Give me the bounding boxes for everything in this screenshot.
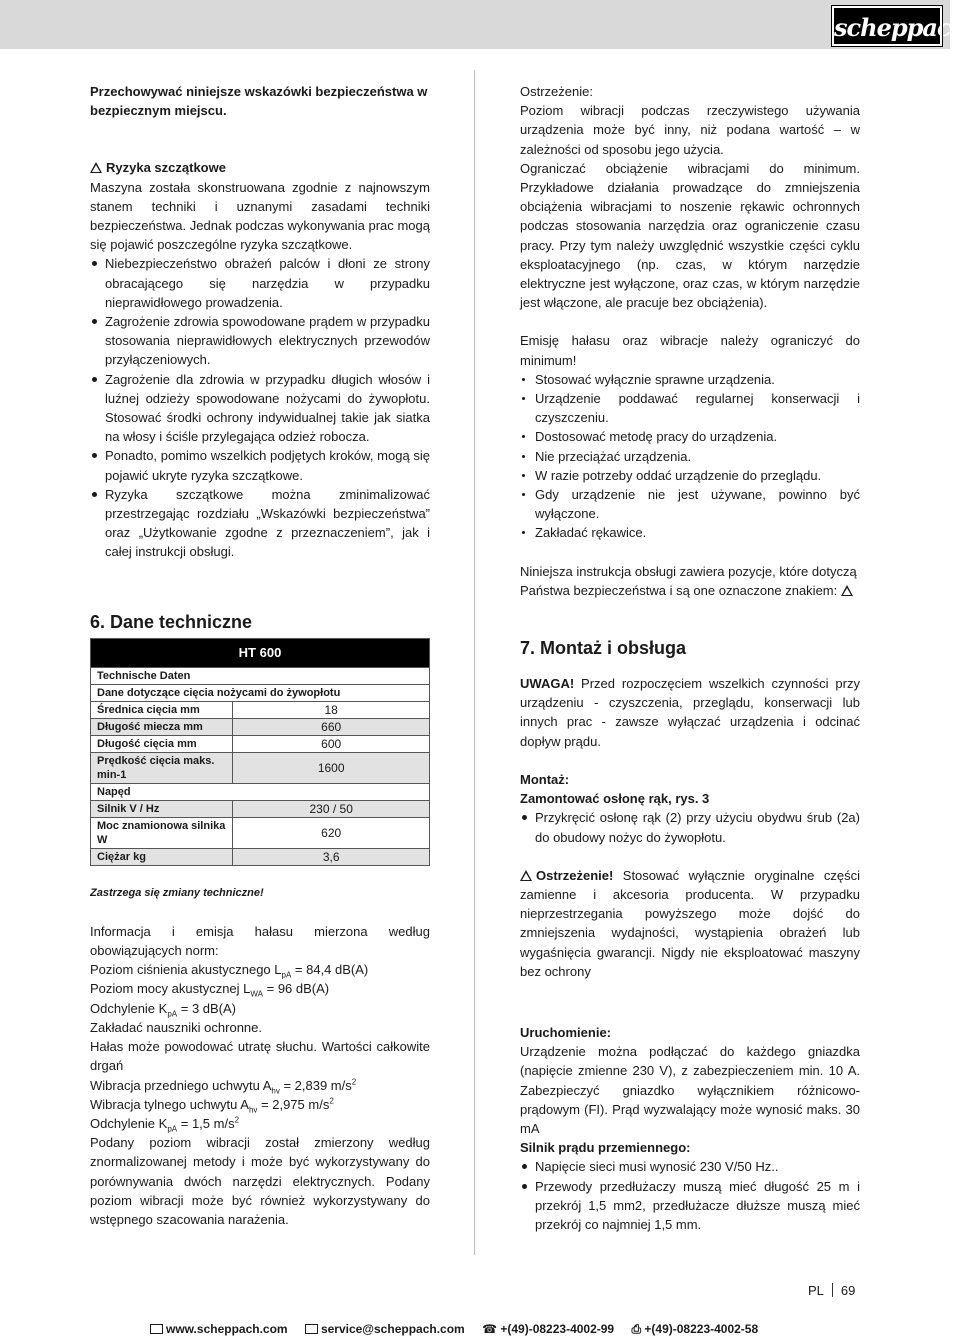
assembly-label: Montaż:: [520, 771, 570, 787]
table-row: Prędkość cięcia maks. min-1 1600: [91, 752, 430, 783]
table-header: Dane dotyczące cięcia nożycami do żywopłotu: [91, 684, 430, 701]
table-row: Silnik V / Hz 230 / 50: [91, 800, 430, 817]
table-row: Długość cięcia mm 600: [91, 735, 430, 752]
safety-marks-note: Niniejsza instrukcja obsługi zawiera pozycje, które dotyczą Państwa bezpieczeństwa i są one oznaczone znakiem:: [520, 563, 857, 598]
list-item: Gdy urządzenie nie jest używane, powinno być wyłączone.: [520, 485, 860, 523]
list-item: Zagrożenie zdrowia spowodowane prądem w przypadku stosowania nieprawidłowych elektrycznych przewodów przyłączeniowych.: [90, 312, 430, 370]
list-item: Ryzyka szczątkowe można zminimalizować przestrzegając rozdziału „Wskazówki bezpieczeństwa” oraz „Użytkowanie zgodne z przeznaczeniem”, jak i całej instrukcji obsługi.: [90, 485, 430, 562]
caution-paragraph: Ostrzeżenie! Stosować wyłącznie oryginalne części zamienne i akcesoria producenta. W przypadku nieprzestrzegania powyższego może dojść do zmniejszenia wydajności, wystąpienia obrażeń lub wygaśnięcia gwarancji. Nigdy nie eksploatować maszyny bez ochrony: [520, 867, 860, 979]
table-header: Napęd: [91, 783, 430, 800]
handguard-list: [520, 808, 860, 846]
table-header: Technische Daten: [91, 667, 430, 684]
residual-risks-heading: Ryzyka szczątkowe: [90, 158, 430, 177]
right-column: [520, 82, 860, 1234]
list-item: Przykręcić osłonę rąk (2) przy użyciu obydwu śrub (2a) do obudowy nożyc do żywopłotu.: [520, 808, 860, 846]
storage-note: Przechowywać niniejsze wskazówki bezpieczeństwa w bezpiecznym miejscu.: [90, 84, 428, 119]
list-item: Nie przeciążać urządzenia.: [520, 447, 860, 466]
warning-label: Ostrzeżenie:: [520, 84, 593, 99]
vibration-line: Odchylenie $K_{pA} = 1,5$ $m/s^2$: [90, 1115, 240, 1134]
ac-motor-label: Silnik prądu przemiennego:: [520, 1140, 691, 1156]
list-item: Stosować wyłącznie sprawne urządzenia.: [520, 370, 860, 389]
page-number: PL 69: [808, 1283, 856, 1298]
footer-email[interactable]: service@scheppach.com: [305, 1322, 465, 1336]
noise-intro: Informacja i emisja hałasu mierzona według obowiązujących norm:: [90, 923, 430, 959]
hearing-note: Hałas może powodować utratę słuchu. Wartości całkowite drgań: [90, 1039, 430, 1074]
noise-line: Odchylenie $K_{pA} = 3$ dB(A): [90, 1000, 237, 1019]
list-item: W razie potrzeby oddać urządzenie do przeglądu.: [520, 466, 860, 485]
vibration-line: Wibracja przedniego uchwytu $A_{hv} = 2,839$ $m/s^2$: [90, 1077, 357, 1096]
top-bar: [0, 0, 950, 49]
table-row: Średnica cięcia mm 18: [91, 701, 430, 718]
warning-text: Poziom wibracji podczas rzeczywistego używania urządzenia może być inny, niż podana wartość – w zależności od sposobu jego użycia.: [520, 103, 860, 157]
warning-triangle-icon: [90, 162, 102, 173]
table-row: Ciężar kg 3,6: [91, 848, 430, 865]
vibration-line: Wibracja tylnego uchwytu $A_{hv} = 2,975$ $m/s^2$: [90, 1096, 334, 1115]
ear-protection-note: Zakładać nauszniki ochronne.: [90, 1019, 262, 1035]
table-row: Długość miecza mm 660: [91, 718, 430, 735]
ac-motor-list: [520, 1157, 860, 1234]
warning-triangle-icon: [520, 870, 532, 881]
list-item: Niebezpieczeństwo obrażeń palców i dłoni ze strony obracającego się narzędzia w przypadku nieprawidłowego prowadzenia.: [90, 254, 430, 312]
residual-risks-intro: Maszyna została skonstruowana zgodnie z najnowszym stanem techniki i uznanymi zasadami techniki bezpieczeństwa. Jednak podczas wykonywania prac mogą się pojawić poszczególne ryzyka szczątkowe.: [90, 179, 430, 253]
section-6-title: 6. Dane techniczne: [90, 611, 253, 632]
startup-text: Urządzenie można podłączać do każdego gniazdka (napięcie zmienne 230 V), z zabezpieczeniem min. 10 A. Zabezpieczyć gniazdko wyłącznikiem różnicowo-prądowym (FI). Prąd wyzwalający może wynosić maks. 30 mA: [520, 1044, 860, 1136]
phone-icon: ☎: [482, 1322, 498, 1336]
list-item: Zagrożenie dla zdrowia w przypadku długich włosów i luźnej odzieży spowodowane nożycami do żywopłotu. Stosować środki ochrony indywidualnej takie jak siatka na włosy i ściśle przylegająca odzież robocza.: [90, 370, 430, 447]
attention-paragraph: UWAGA! Przed rozpoczęciem wszelkich czynności przy urządzeniu - czyszczenia, przeglądu, konserwacji lub innych prac - zawsze wyłączać urządzenia i odcinać dopływ prądu.: [520, 676, 860, 749]
envelope-icon: [305, 1324, 318, 1334]
footer-contacts: [150, 1322, 830, 1337]
warning-text: Ograniczać obciążenie wibracjami do minimum. Przykładowe działania prowadzące do zmniejszenia obciążenia wibracjami to noszenie rękawic ochronnych podczas stosowania narzędzia oraz ograniczenie czasu pracy. Przy tym należy uwzględnić wszystkie części cyklu eksploatacyjnego (np. czas, w którym narzędzie elektryczne jest wyłączone, oraz czas, w którym narzędzie jest włączone, ale pracuje bez obciążenia).: [520, 160, 860, 311]
noise-line: Poziom ciśnienia akustycznego $L_{pA} = 84,4$ dB(A): [90, 962, 369, 980]
warning-triangle-icon: [841, 585, 853, 596]
list-item: Przewody przedłużaczy muszą mieć długość 25 m i przekrój 1,5 mm2, przedłużacze dłuższe muszą mieć przekrój co najmniej 1,5 mm.: [520, 1177, 860, 1235]
computer-icon: [150, 1324, 163, 1334]
list-item: Ponadto, pomimo wszelkich podjętych kroków, mogą się pojawić ukryte ryzyka szczątkowe.: [90, 446, 430, 484]
footer-phone: ☎ +(49)-08223-4002-99: [482, 1322, 615, 1336]
spec-table: [90, 638, 430, 866]
technical-changes-note: Zastrzega się zmiany techniczne!: [90, 886, 264, 899]
section-7-title: 7. Montaż i obsługa: [520, 638, 687, 659]
vibration-note: Podany poziom wibracji został zmierzony według znormalizowanej metody i może być wykorzystywany do porównywania dwóch narzędzi elektrycznych. Podany poziom wibracji może być również wykorzystywany do wstępnego szacowania narażenia.: [90, 1135, 430, 1227]
emission-intro: Emisję hałasu oraz wibracje należy ograniczyć do minimum!: [520, 333, 860, 368]
column-divider: [474, 70, 475, 1255]
fax-icon: ⎙: [631, 1322, 642, 1336]
footer-fax: ⎙ +(49)-08223-4002-58: [631, 1322, 759, 1336]
handguard-title: Zamontować osłonę rąk, rys. 3: [520, 791, 710, 807]
emission-list: [520, 370, 860, 543]
list-item: Dostosować metodę pracy do urządzenia.: [520, 427, 860, 446]
list-item: Urządzenie poddawać regularnej konserwacji i czyszczeniu.: [520, 389, 860, 427]
brand-logo: scheppach: [832, 6, 942, 46]
footer-web[interactable]: www.scheppach.com: [150, 1322, 288, 1336]
residual-risks-list: [90, 254, 430, 561]
noise-line: Poziom mocy akustycznej $L_{WA} = 96$ dB(A): [90, 981, 330, 1000]
list-item: Napięcie sieci musi wynosić 230 V/50 Hz..: [520, 1157, 860, 1176]
left-column: [90, 82, 430, 1229]
table-row: Moc znamionowa silnika W 620: [91, 817, 430, 848]
table-model: HT 600: [91, 638, 430, 667]
startup-label: Uruchomienie:: [520, 1024, 612, 1040]
list-item: Zakładać rękawice.: [520, 523, 860, 542]
